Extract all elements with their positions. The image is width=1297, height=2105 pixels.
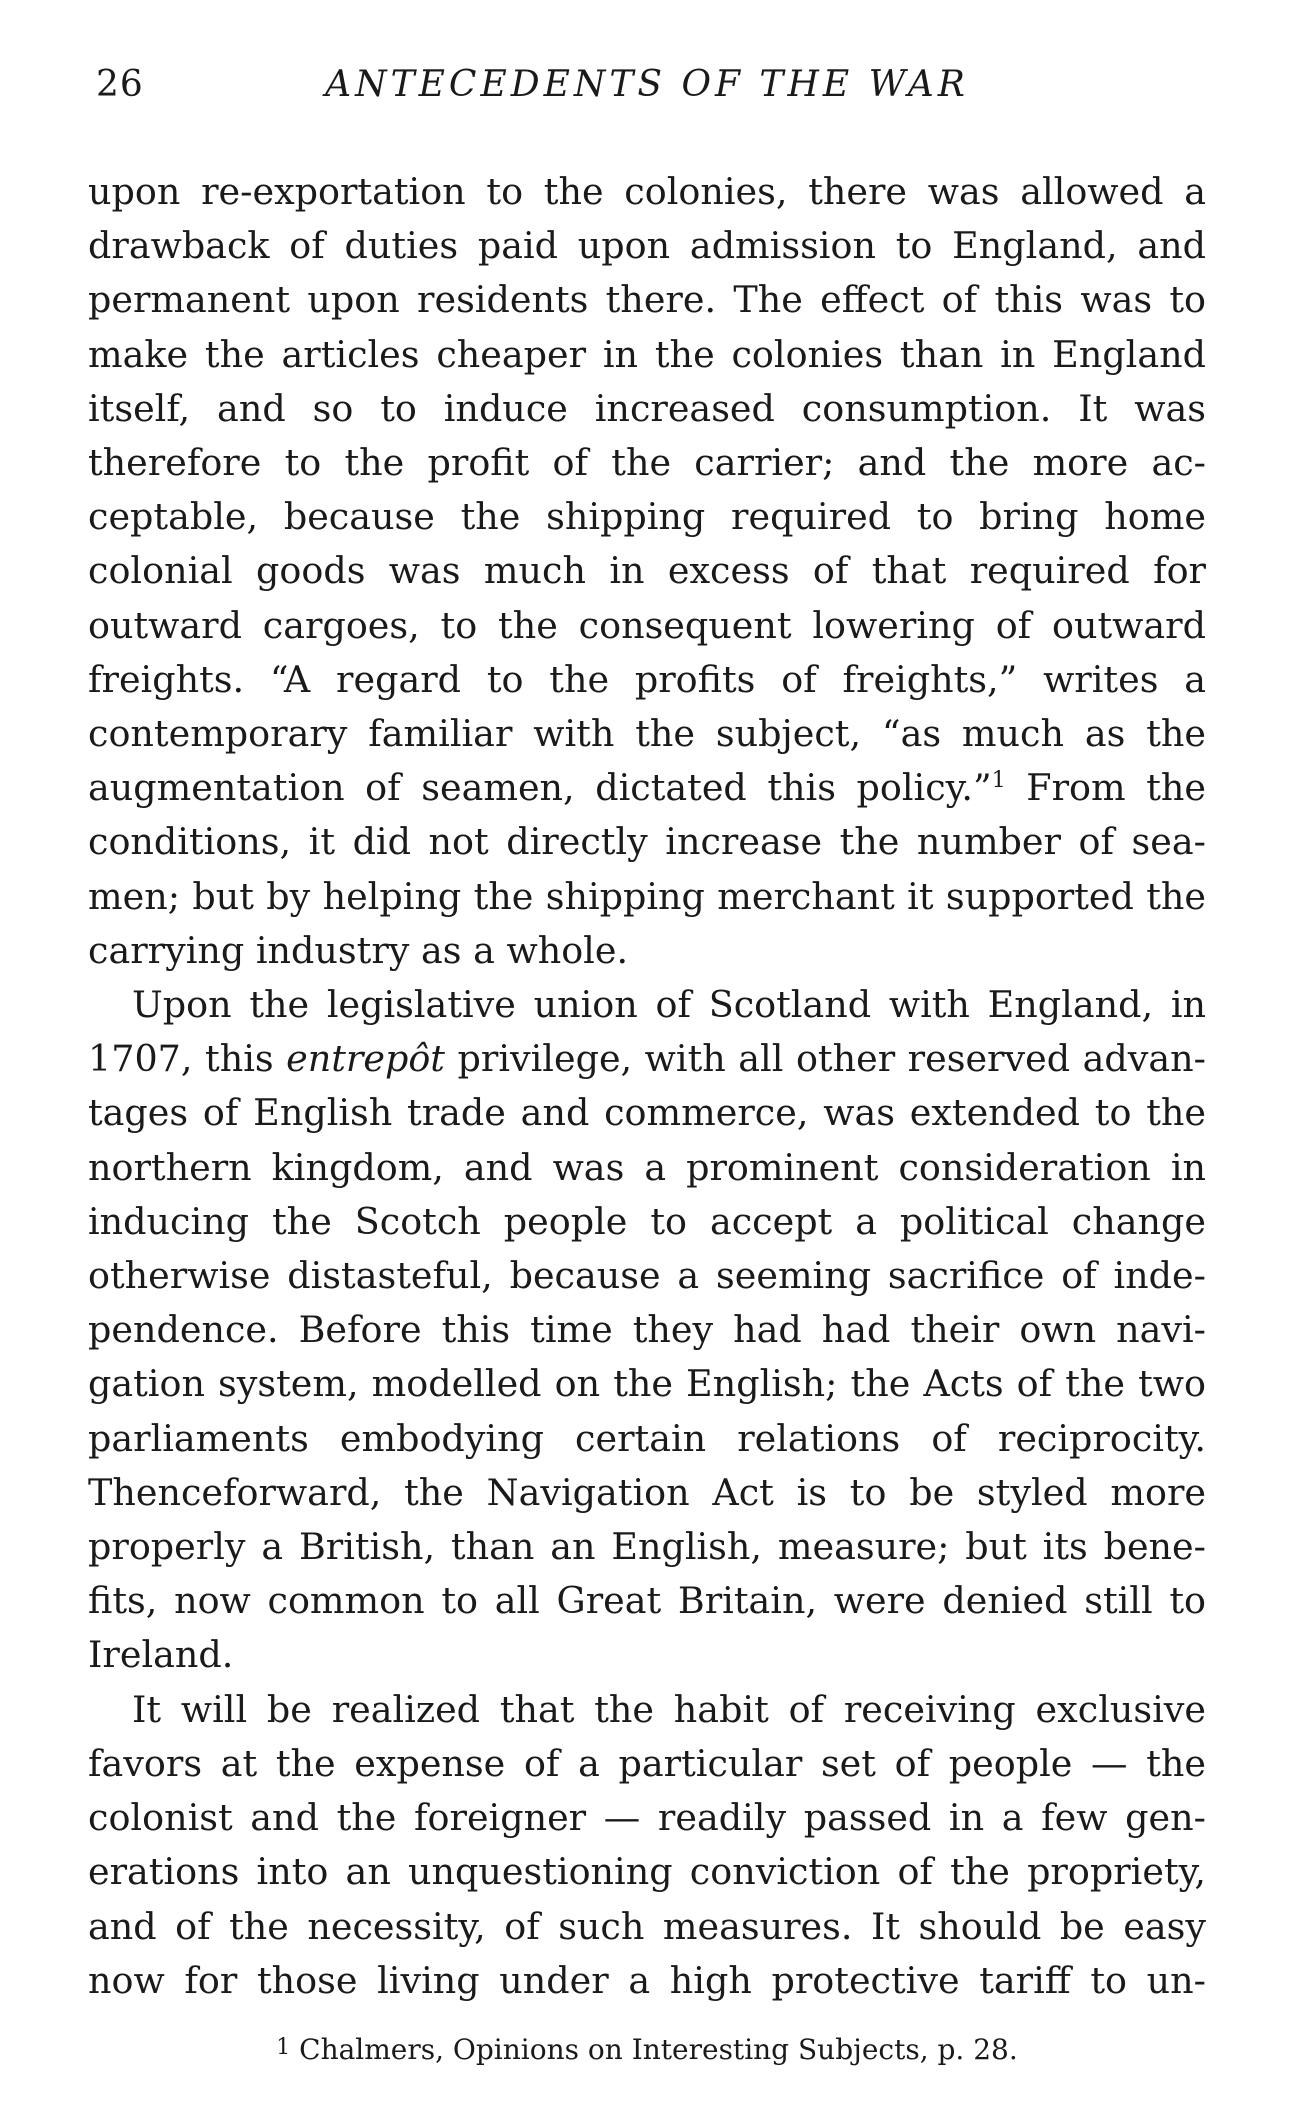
paragraph-2-part-b: privilege, with all other reserved advantages of English trade and commerce, was extended to the northern kingdom, and was a prominent consideration in inducing the Scotch people to accept a political change otherwise distasteful, because a seeming sacrifice of independence. Before this time they had had their own navigation system, modelled on the English; the Acts of the two parliaments embodying certain relations of reciprocity. Thenceforward, the Navigation Act is to be styled more properly a British, than an English, measure; but its benefits, now common to all Great Britain, were denied still to Ireland. xyxy=(88,1037,1206,1677)
paragraph-2 xyxy=(88,978,1206,1683)
body-text xyxy=(88,165,1206,2008)
paragraph-1-part-a: upon re-exportation to the colonies, there was allowed a drawback of duties paid upon admission to England, and permanent upon residents there. The effect of this was to make the articles cheaper in the colonies than in England itself, and so to induce increased consumption. It was therefore to the profit of the carrier; and the more acceptable, because the shipping required to bring home colonial goods was much in excess of that required for outward cargoes, to the consequent lowering of outward freights. “A regard to the profits of freights,” writes a contemporary familiar with the subject, “as much as the augmentation of seamen, dictated this policy.” xyxy=(88,170,1206,810)
running-title: ANTECEDENTS OF THE WAR xyxy=(325,64,969,105)
running-head xyxy=(88,55,1206,115)
book-page xyxy=(88,55,1206,2066)
paragraph-3 xyxy=(88,1683,1206,2008)
footnote-mark: 1 xyxy=(276,2035,291,2060)
paragraph-2-italic-term: entrepôt xyxy=(286,1037,445,1081)
page-number: 26 xyxy=(96,64,144,105)
footnote-text: Chalmers, Opinions on Interesting Subjects, p. 28. xyxy=(299,2033,1018,2066)
paragraph-2-part-a: Upon the legislative union of Scotland with England, in 1707, this xyxy=(88,983,1206,1081)
paragraph-3-text: It will be realized that the habit of receiving exclusive favors at the expense of a particular set of people — the colonist and the foreigner — readily passed in a few generations into an unquestioning conviction of the propriety, and of the necessity, of such measures. It should be easy now for those living under a high protective tariff to un- xyxy=(88,1687,1206,2002)
paragraph-1-part-b: From the conditions, it did not directly increase the number of seamen; but by helping the shipping merchant it supported the carrying industry as a whole. xyxy=(88,766,1206,972)
paragraph-1 xyxy=(88,165,1206,978)
footnote-reference: 1 xyxy=(991,768,1006,794)
footnote xyxy=(88,2030,1206,2070)
